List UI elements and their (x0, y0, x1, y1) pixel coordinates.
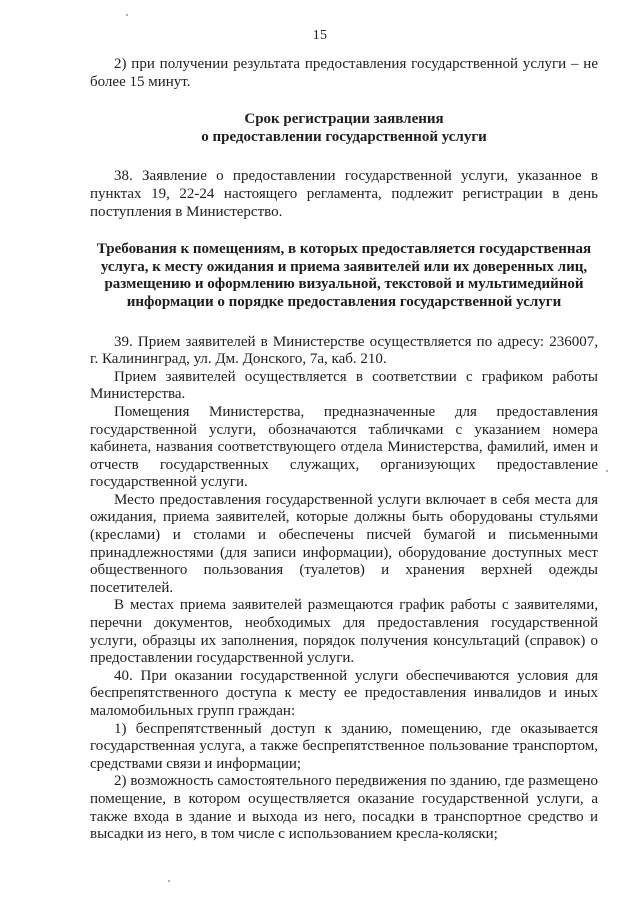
paragraph: Помещения Министерства, предназначенные для предоставления государственной услуги, обозначаются табличками с указанием номера кабинета, названия соответствующего отдела Министерства, фамилий, имен и отчеств государственных служащих, организующих предоставление государственной услуги. (90, 403, 598, 491)
document-body (90, 56, 598, 844)
paragraph: В местах приема заявителей размещаются график работы с заявителями, перечни документов, необходимых для предоставления государственной услуги, образцы их заполнения, порядок получения консультаций (справок) о предоставлении государственной услуги. (90, 597, 598, 667)
heading-line: Срок регистрации заявления (244, 111, 444, 128)
paragraph: 40. При оказании государственной услуги обеспечиваются условия для беспрепятственного доступа к месту ее предоставления инвалидов и иных маломобильных групп граждан: (90, 667, 598, 719)
scan-speck (168, 880, 170, 882)
paragraph: 39. Прием заявителей в Министерстве осуществляется по адресу: 236007, г. Калининград, ул. Дм. Донского, 7а, каб. 210. (90, 333, 598, 368)
paragraph: 38. Заявление о предоставлении государственной услуги, указанное в пунктах 19, 22-24 настоящего регламента, подлежит регистрации в день поступления в Министерство. (90, 168, 598, 220)
paragraph: 2) возможность самостоятельного передвижения по зданию, где размещено помещение, в котором осуществляется оказание государственной услуги, а также входа в здание и выхода из него, посадки в транспортное средство и высадки из него, в том числе с использованием кресла-коляски; (90, 773, 598, 843)
scan-speck (126, 14, 128, 16)
heading-line: о предоставлении государственной услуги (201, 128, 487, 145)
paragraph: Прием заявителей осуществляется в соответствии с графиком работы Министерства. (90, 368, 598, 403)
section-heading (90, 111, 598, 146)
paragraph: 2) при получении результата предоставления государственной услуги – не более 15 минут. (90, 56, 598, 90)
page-number: 15 (312, 28, 328, 43)
paragraph: Место предоставления государственной услуги включает в себя места для ожидания, приема заявителей, которые должны быть оборудованы стульями (креслами) и столами и обеспечены писчей бумагой и письменными принадлежностями (для записи информации), оборудование доступных мест общественного пользования (туалетов) и хранения верхней одежды посетителей. (90, 491, 598, 596)
section-heading: Требования к помещениям, в которых предоставляется государственная услуга, к месту ожидания и приема заявителей или их доверенных лиц, размещению и оформлению визуальной, текстовой и мультимедийной информации о порядке предоставления государственной услуги (96, 241, 592, 310)
scan-speck (606, 470, 608, 472)
paragraph: 1) беспрепятственный доступ к зданию, помещению, где оказывается государственная услуга, а также беспрепятственное пользование транспортом, средствами связи и информации; (90, 720, 598, 772)
